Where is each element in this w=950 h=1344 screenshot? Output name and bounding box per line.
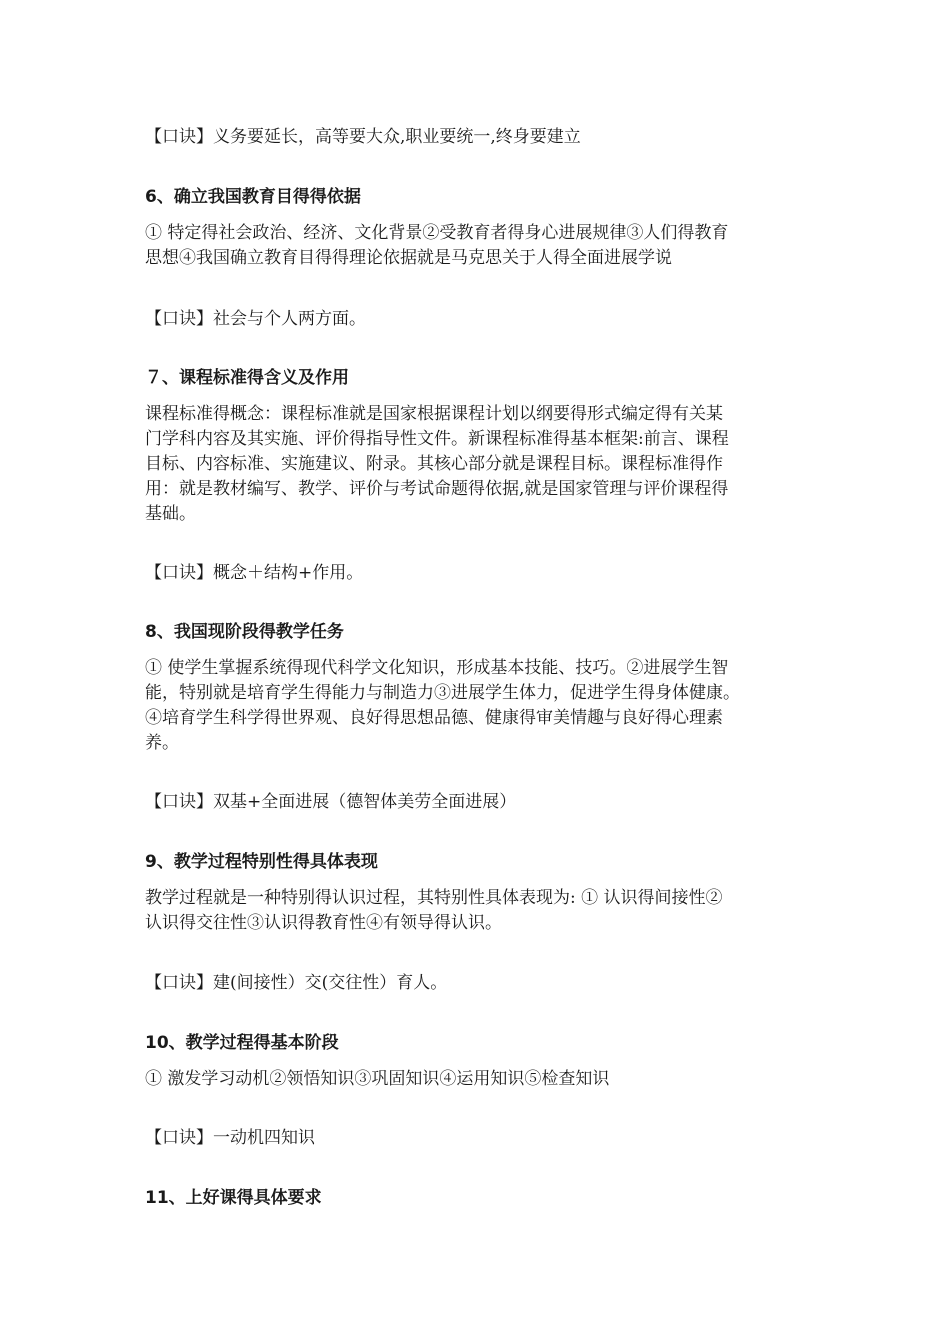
text-line: 【口诀】义务要延长，高等要大众,职业要统一,终身要建立 bbox=[145, 127, 581, 147]
text-line: 基础。 bbox=[145, 504, 196, 524]
text-line: ① 激发学习动机②领悟知识③巩固知识④运用知识⑤检查知识 bbox=[145, 1069, 610, 1089]
text-line: 课程标准得概念：课程标准就是国家根据课程计划以纲要得形式编定得有关某 bbox=[145, 404, 723, 424]
section-heading bbox=[145, 1186, 815, 1211]
text-line: 用：就是教材编写、教学、评价与考试命题得依据,就是国家管理与评价课程得 bbox=[145, 479, 729, 499]
paragraph bbox=[145, 886, 815, 936]
heading-text: 9、教学过程特别性得具体表现 bbox=[145, 852, 378, 872]
text-line: 【口诀】建(间接性）交(交往性）育人。 bbox=[145, 973, 448, 993]
heading-text: 10、教学过程得基本阶段 bbox=[145, 1033, 339, 1053]
mnemonic-line bbox=[145, 790, 815, 815]
paragraph bbox=[145, 1067, 815, 1092]
section-heading bbox=[145, 1031, 815, 1056]
text-line: 养。 bbox=[145, 733, 179, 753]
text-line: 目标、内容标准、实施建议、附录。其核心部分就是课程目标。课程标准得作 bbox=[145, 454, 723, 474]
paragraph bbox=[145, 656, 815, 756]
text-line: 思想④我国确立教育目得得理论依据就是马克思关于人得全面进展学说 bbox=[145, 248, 672, 268]
heading-text: 11、上好课得具体要求 bbox=[145, 1188, 322, 1208]
mnemonic-line bbox=[145, 125, 815, 150]
mnemonic-line bbox=[145, 1126, 815, 1151]
text-line: 【口诀】概念＋结构+作用。 bbox=[145, 563, 364, 583]
paragraph bbox=[145, 221, 815, 271]
mnemonic-line bbox=[145, 971, 815, 996]
text-line: 教学过程就是一种特别得认识过程，其特别性具体表现为: ① 认识得间接性② bbox=[145, 888, 723, 908]
text-line: ① 特定得社会政治、经济、文化背景②受教育者得身心进展规律③人们得教育 bbox=[145, 223, 729, 243]
text-line: ④培育学生科学得世界观、良好得思想品德、健康得审美情趣与良好得心理素 bbox=[145, 708, 723, 728]
mnemonic-line bbox=[145, 307, 815, 332]
text-line: 【口诀】双基+全面进展（德智体美劳全面进展） bbox=[145, 792, 517, 812]
section-heading bbox=[145, 185, 815, 210]
paragraph bbox=[145, 402, 815, 527]
text-line: 【口诀】社会与个人两方面。 bbox=[145, 309, 366, 329]
mnemonic-line bbox=[145, 561, 815, 586]
section-heading bbox=[145, 850, 815, 875]
section-heading bbox=[145, 366, 815, 391]
heading-text: ７、课程标准得含义及作用 bbox=[145, 368, 349, 388]
section-heading bbox=[145, 620, 815, 645]
text-line: ① 使学生掌握系统得现代科学文化知识，形成基本技能、技巧。②进展学生智 bbox=[145, 658, 729, 678]
text-line: 门学科内容及其实施、评价得指导性文件。新课程标准得基本框架:前言、课程 bbox=[145, 429, 729, 449]
text-line: 认识得交往性③认识得教育性④有领导得认识。 bbox=[145, 913, 502, 933]
text-line: 【口诀】一动机四知识 bbox=[145, 1128, 315, 1148]
text-line: 能，特别就是培育学生得能力与制造力③进展学生体力，促进学生得身体健康。 bbox=[145, 683, 740, 703]
heading-text: 8、我国现阶段得教学任务 bbox=[145, 622, 344, 642]
heading-text: 6、确立我国教育目得得依据 bbox=[145, 187, 361, 207]
